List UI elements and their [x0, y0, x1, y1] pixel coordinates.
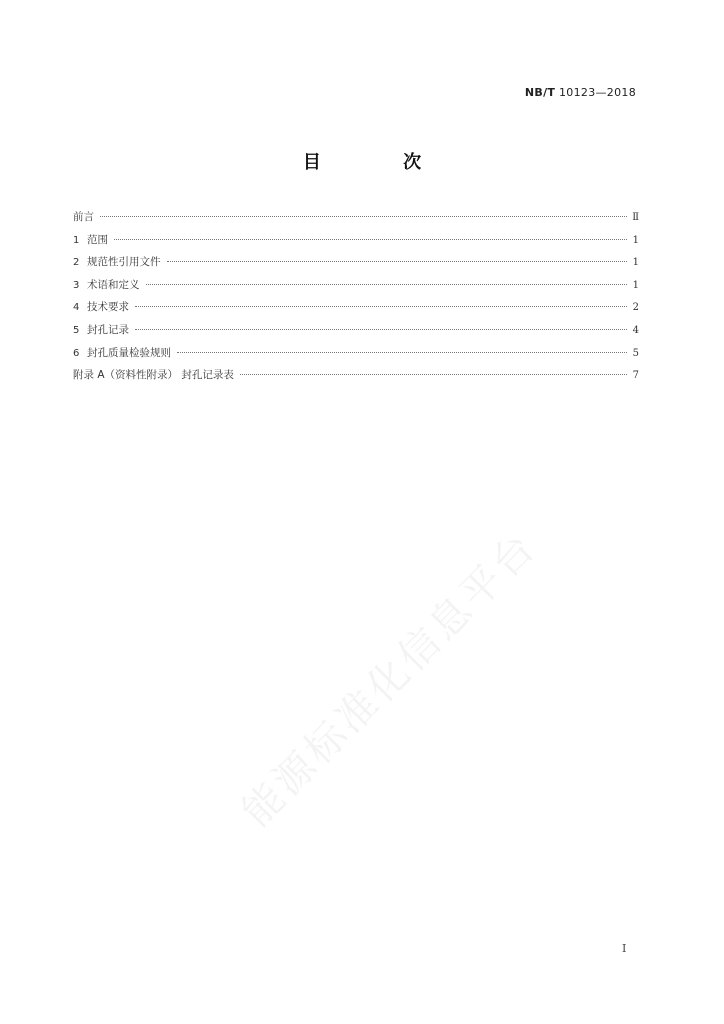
standard-code [525, 86, 636, 99]
toc-entry-inspection-rules[interactable] [73, 342, 639, 365]
toc-title: 目 次 [302, 152, 460, 173]
toc-entry-terms-definitions[interactable] [73, 274, 639, 297]
watermark: 能源标准化信息平台 [233, 523, 547, 836]
toc-entry-label: 范围 [87, 233, 108, 246]
toc-entry-number: 1 [73, 234, 80, 246]
toc-leader-dots [135, 306, 627, 307]
page-number: Ⅰ [622, 942, 627, 955]
toc-entry-number: 5 [73, 324, 80, 336]
toc-leader-dots [167, 261, 628, 262]
toc-entry-page: 1 [632, 279, 639, 291]
toc-entry-page: 2 [632, 302, 639, 314]
toc-entry-page: 1 [632, 234, 639, 246]
toc-entry-page: 1 [632, 257, 639, 269]
toc-entry-appendix-a[interactable] [73, 364, 639, 387]
toc-entry-label: 封孔质量检验规则 [87, 346, 171, 359]
toc-leader-dots [135, 329, 627, 330]
toc-entry-sealing-record[interactable] [73, 319, 639, 342]
toc-entry-page: 4 [632, 324, 639, 336]
toc-entry-number: 2 [73, 257, 80, 269]
toc-entry-normative-references[interactable] [73, 251, 639, 274]
toc-leader-dots [114, 239, 627, 240]
toc-entry-label: 附录 A（资料性附录） 封孔记录表 [73, 369, 234, 382]
toc-entry-number: 6 [73, 347, 80, 359]
toc-leader-dots [100, 216, 627, 217]
toc-entry-page: 7 [632, 370, 639, 382]
toc-leader-dots [146, 284, 628, 285]
toc-entry-foreword[interactable] [73, 206, 639, 229]
toc-entry-label: 前言 [73, 211, 94, 223]
toc-entry-label: 规范性引用文件 [87, 256, 161, 269]
toc-entry-number: 3 [73, 279, 80, 291]
toc-entry-technical-requirements[interactable] [73, 296, 639, 319]
toc-entry-page: Ⅱ [632, 212, 639, 223]
standard-number: 10123—2018 [559, 86, 636, 99]
toc-entry-label: 封孔记录 [87, 323, 129, 336]
table-of-contents [73, 206, 639, 387]
toc-entry-label: 术语和定义 [87, 278, 140, 291]
toc-leader-dots [177, 352, 627, 353]
toc-entry-page: 5 [632, 347, 639, 359]
standard-prefix: NB/T [524, 86, 556, 99]
toc-leader-dots [240, 374, 627, 375]
toc-entry-scope[interactable] [73, 229, 639, 252]
toc-entry-number: 4 [73, 302, 80, 314]
toc-entry-label: 技术要求 [87, 301, 129, 314]
